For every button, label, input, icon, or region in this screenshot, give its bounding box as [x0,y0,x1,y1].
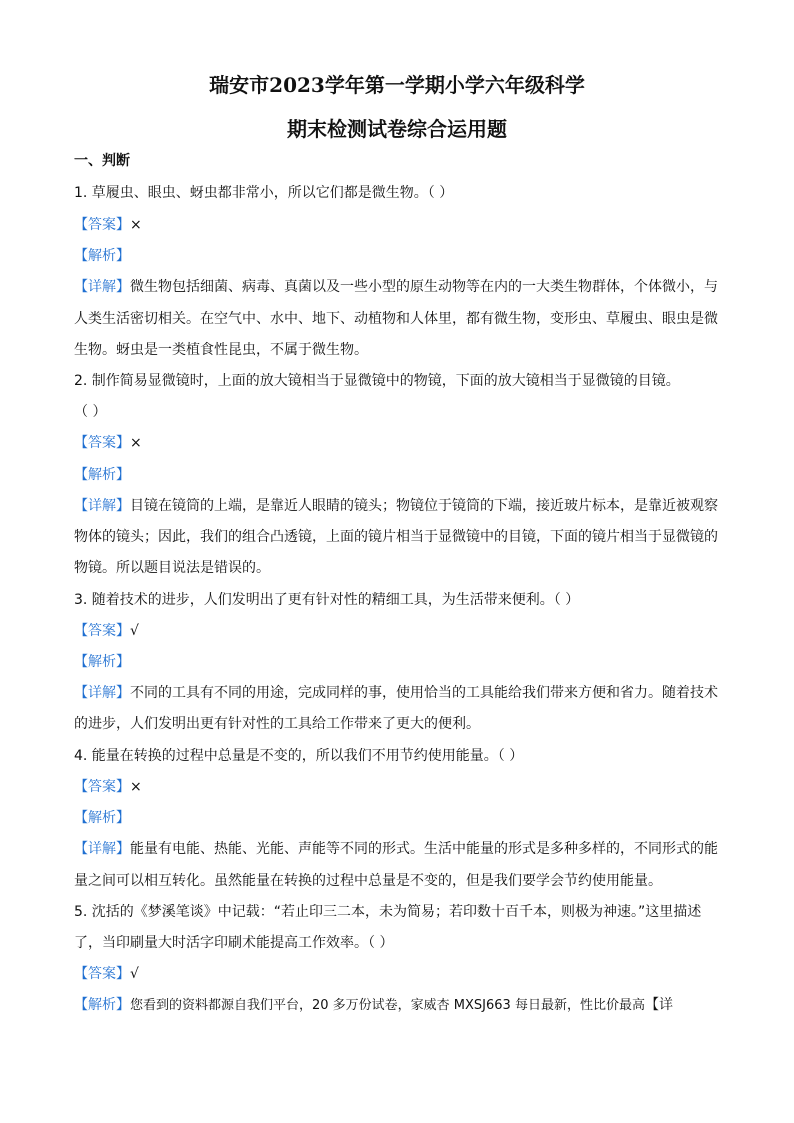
detail-tag: 【详解】 [74,841,130,857]
answer-value: × [130,435,142,451]
detail-line: 的进步，人们发明出更有针对性的工具给工作带来了更大的便利。 [74,716,480,732]
analysis-tag: 【解析】 [74,467,130,483]
question-5: 5. 沈括的《梦溪笔谈》中记载：“若止印三二本，未为简易；若印数十百千本，则极为神速。”这里描述 [74,904,702,920]
answer-line-5 [74,963,139,983]
answer-tag: 【答案】 [74,779,130,795]
question-4: 4. 能量在转换的过程中总量是不变的，所以我们不用节约使用能量。（ ） [74,748,524,764]
answer-line-4 [74,776,142,796]
question-2: 2. 制作简易显微镜时，上面的放大镜相当于显微镜中的物镜，下面的放大镜相当于显微镜的目镜。 [74,373,680,389]
question-3: 3. 随着技术的进步，人们发明出了更有针对性的精细工具，为生活带来便利。（ ） [74,592,580,608]
question-1: 1. 草履虫、眼虫、蚜虫都非常小，所以它们都是微生物。（ ） [74,185,454,201]
detail-text: 微生物包括细菌、病毒、真菌以及一些小型的原生动物等在内的一大类生物群体，个体微小，与 [130,279,718,295]
analysis-tag: 【解析】 [74,997,130,1013]
detail-line: 物体的镜头；因此，我们的组合凸透镜，上面的镜片相当于显微镜中的目镜，下面的镜片相当于显微镜的 [74,529,718,545]
analysis-tail: 【详 [644,997,673,1013]
question-2-blank: （ ） [74,404,107,420]
answer-value: √ [130,966,139,982]
answer-tag: 【答案】 [74,966,130,982]
document-subtitle: 期末检测试卷综合运用题 [287,117,507,141]
analysis-tag: 【解析】 [74,810,130,826]
answer-tag: 【答案】 [74,623,130,639]
detail-line [74,495,718,515]
answer-line-2 [74,432,142,452]
detail-tag: 【详解】 [74,685,130,701]
answer-line-3 [74,620,139,640]
analysis-text: 您看到的资料都源自我们平台，20 多万份试卷，家威杏 MXSJ663 每日最新，性比价最高 [130,998,645,1013]
detail-line [74,838,718,858]
detail-text: 不同的工具有不同的用途，完成同样的事，使用恰当的工具能给我们带来方便和省力。随着技术 [130,685,718,701]
detail-line [74,682,718,702]
answer-value: × [130,217,142,233]
analysis-tag: 【解析】 [74,248,130,264]
answer-tag: 【答案】 [74,217,130,233]
answer-value: × [130,779,142,795]
detail-line [74,276,718,296]
answer-value: √ [130,623,139,639]
detail-line: 量之间可以相互转化。虽然能量在转换的过程中总量是不变的，但是我们要学会节约使用能量。 [74,873,662,889]
detail-tag: 【详解】 [74,498,130,514]
detail-line: 人类生活密切相关。在空气中、水中、地下、动植物和人体里，都有微生物，变形虫、草履虫、眼虫是微 [74,311,718,327]
detail-text: 目镜在镜筒的上端，是靠近人眼睛的镜头；物镜位于镜筒的下端，接近玻片标本，是靠近被观察 [130,498,718,514]
document-title: 瑞安市2023学年第一学期小学六年级科学 [209,73,585,97]
analysis-tag: 【解析】 [74,654,130,670]
question-5-cont: 了，当印刷量大时活字印刷术能提高工作效率。（ ） [74,935,394,951]
detail-line: 生物。蚜虫是一类植食性昆虫，不属于微生物。 [74,342,368,358]
section-heading: 一、判断 [74,153,130,169]
detail-text: 能量有电能、热能、光能、声能等不同的形式。生活中能量的形式是多种多样的，不同形式的能 [130,841,718,857]
answer-line-1 [74,214,142,234]
detail-line: 物镜。所以题目说法是错误的。 [74,560,270,576]
analysis-line-5 [74,994,673,1014]
detail-tag: 【详解】 [74,279,130,295]
answer-tag: 【答案】 [74,435,130,451]
